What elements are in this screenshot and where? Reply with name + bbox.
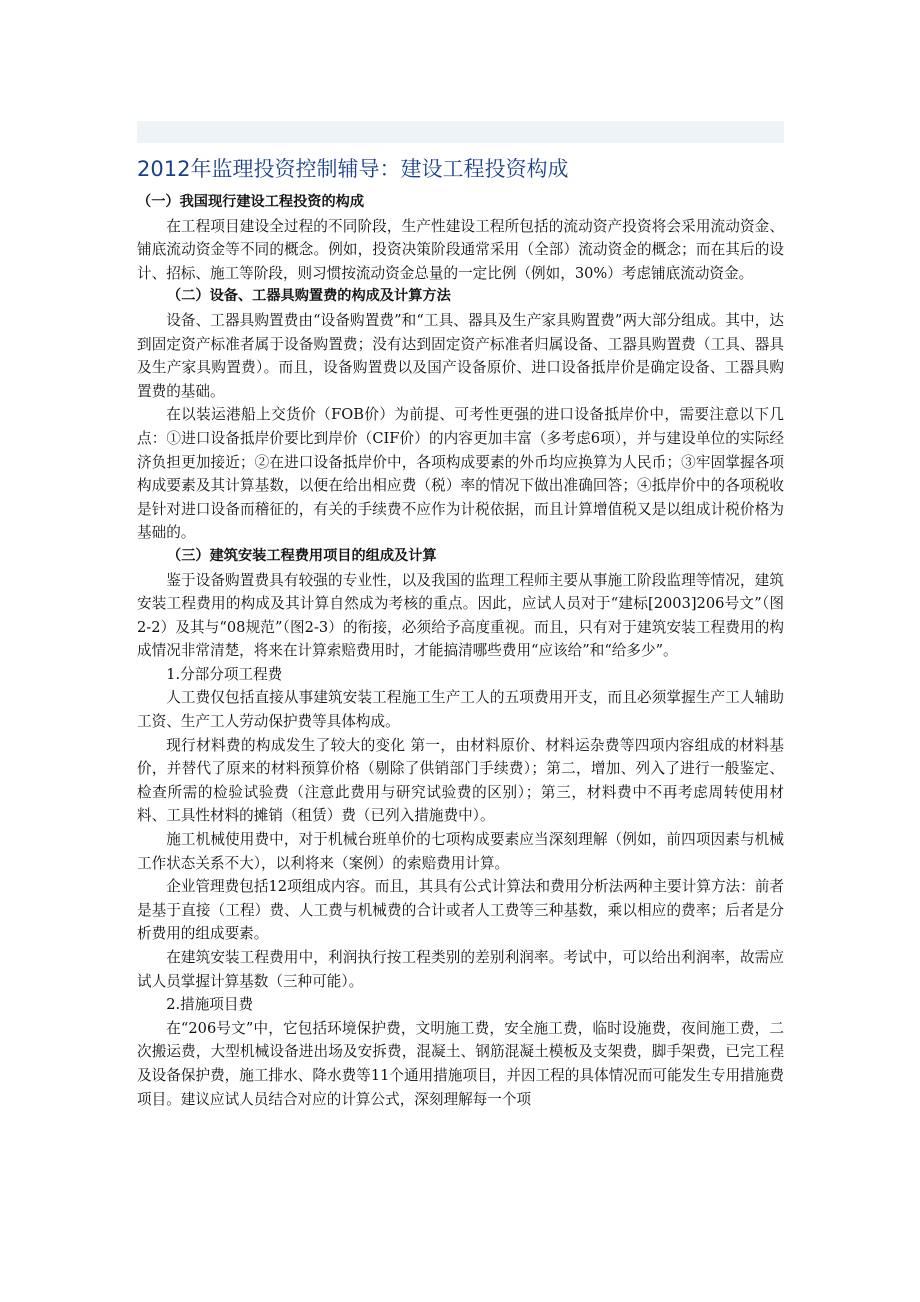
paragraph: 人工费仅包括直接从事建筑安装工程施工生产工人的五项费用开支，而且必须掌握生产工人辅助工资、生产工人劳动保护费等具体构成。 xyxy=(137,689,784,731)
subheading: 2.措施项目费 xyxy=(166,996,254,1014)
paragraph: 鉴于设备购置费具有较强的专业性，以及我国的监理工程师主要从事施工阶段监理等情况，建筑安装工程费用的构成及其计算自然成为考核的重点。因此，应试人员对于“建标[2003]206号文”（图2-2）及其与“08规范”（图2-3）的衔接，必须给予高度重视。而且，只有对于建筑安装工程费用的构成情况非常清楚，将来在计算索赔费用时，才能搞清哪些费用“应该给”和“给多少”。 xyxy=(137,571,784,660)
paragraph: 现行材料费的构成发生了较大的变化 第一，由材料原价、材料运杂费等四项内容组成的材料基价，并替代了原来的材料预算价格（剔除了供销部门手续费）；第二，增加、列入了进行一般鉴定、检查所需的检验试验费（注意此费用与研究试验费的区别）；第三，材料费中不再考虑周转使用材料、工具性材料的摊销（租赁）费（已列入措施费中）。 xyxy=(137,736,784,825)
page-title: 2012年监理投资控制辅导：建设工程投资构成 xyxy=(137,157,569,181)
paragraph: 施工机械使用费中，对于机械台班单价的七项构成要素应当深刻理解（例如，前四项因素与机械工作状态关系不大），以利将来（案例）的索赔费用计算。 xyxy=(137,831,784,872)
section-heading-1: （一）我国现行建设工程投资的构成 xyxy=(137,194,365,210)
section-heading-2: （二）设备、工器具购置费的构成及计算方法 xyxy=(167,288,451,305)
paragraph: 企业管理费包括12项组成内容。而且，其具有公式计算法和费用分析法两种主要计算方法：前者是基于直接（工程）费、人工费与机械费的合计或者人工费等三种基数，乘以相应的费率；后者是分析费用的组成要素。 xyxy=(137,878,784,943)
article-body xyxy=(137,191,784,1111)
paragraph: 在“206号文”中，它包括环境保护费，文明施工费，安全施工费，临时设施费，夜间施工费，二次搬运费，大型机械设备进出场及安拆费，混凝土、钢筋混凝土模板及支架费，脚手架费，已完工程及设备保护费，施工排水、降水费等11个通用措施项目，并因工程的具体情况而可能发生专用措施费项目。建议应试人员结合对应的计算公式，深刻理解每一个项 xyxy=(137,1019,784,1108)
paragraph: 设备、工器具购置费由“设备购置费”和“工具、器具及生产家具购置费”两大部分组成。其中，达到固定资产标准者属于设备购置费；没有达到固定资产标准者归属设备、工器具购置费（工具、器具及生产家具购置费）。而且，设备购置费以及国产设备原价、进口设备抵岸价是确定设备、工器具购置费的基础。 xyxy=(137,311,784,400)
paragraph: 在以装运港船上交货价（FOB价）为前提、可考性更强的进口设备抵岸价中，需要注意以下几点：①进口设备抵岸价要比到岸价（CIF价）的内容更加丰富（多考虑6项），并与建设单位的实际经济负担更加接近；②在进口设备抵岸价中，各项构成要素的外币均应换算为人民币；③牢固掌握各项构成要素及其计算基数，以便在给出相应费（税）率的情况下做出准确回答；④抵岸价中的各项税收是针对进口设备而稽征的，有关的手续费不应作为计税依据，而且计算增值税又是以组成计税价格为基础的。 xyxy=(137,406,784,542)
section-heading-3: （三）建筑安装工程费用项目的组成及计算 xyxy=(167,547,437,564)
paragraph: 在工程项目建设全过程的不同阶段，生产性建设工程所包括的流动资产投资将会采用流动资金、铺底流动资金等不同的概念。例如，投资决策阶段通常采用（全部）流动资金的概念；而在其后的设计、招标、施工等阶段，则习惯按流动资金总量的一定比例（例如，30%）考虑铺底流动资金。 xyxy=(137,217,784,282)
subheading: 1.分部分项工程费 xyxy=(166,665,283,683)
paragraph: 在建筑安装工程费用中，利润执行按工程类别的差别利润率。考试中，可以给出利润率，故需应试人员掌握计算基数（三种可能）。 xyxy=(137,949,784,990)
header-band xyxy=(137,121,784,143)
